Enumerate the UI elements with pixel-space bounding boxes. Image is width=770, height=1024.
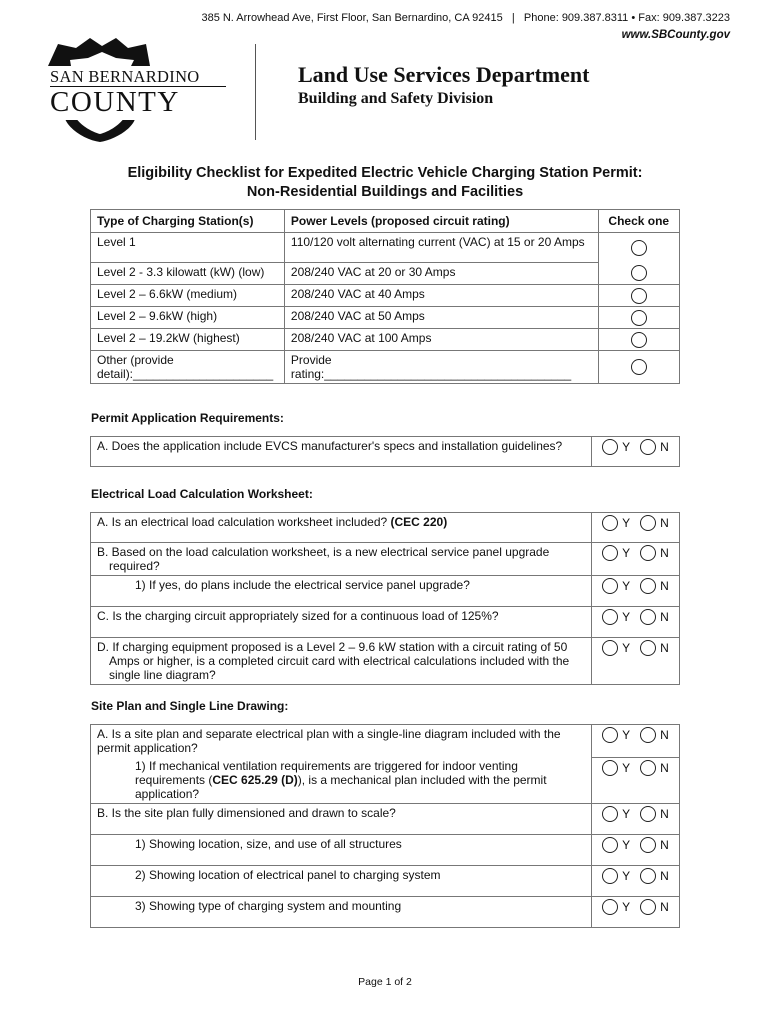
department-name: Land Use Services Department (298, 62, 590, 87)
radio-yes[interactable] (602, 760, 618, 776)
power-level: 208/240 VAC at 40 Amps (284, 285, 598, 307)
table-row (91, 897, 680, 928)
radio-yes[interactable] (602, 578, 618, 594)
table-row (91, 263, 680, 285)
radio-yes[interactable] (602, 727, 618, 743)
power-level: 110/120 volt alternating current (VAC) at 15 or 20 Amps (284, 233, 598, 263)
website-link[interactable]: www.SBCounty.gov (621, 29, 730, 41)
check-cell (598, 263, 679, 285)
power-level: 208/240 VAC at 50 Amps (284, 307, 598, 329)
radio-no[interactable] (640, 727, 656, 743)
section-load-heading: Electrical Load Calculation Worksheet: (91, 487, 313, 501)
radio-level2-low[interactable] (631, 265, 647, 281)
radio-no[interactable] (640, 760, 656, 776)
county-logo (44, 36, 234, 144)
yes-no-cell (592, 576, 680, 607)
radio-no[interactable] (640, 578, 656, 594)
yes-label: Y (622, 641, 631, 655)
station-type: Level 1 (91, 233, 285, 263)
table-row (91, 233, 680, 263)
table-row (91, 437, 680, 467)
station-type: Level 2 – 19.2kW (highest) (91, 329, 285, 351)
table-header-row (91, 210, 680, 233)
table-row (91, 576, 680, 607)
header-type: Type of Charging Station(s) (91, 210, 285, 233)
radio-yes[interactable] (602, 806, 618, 822)
ventilation-text-a: 1) If mechanical ventilation requirements are triggered for indoor venting requirements ( (135, 759, 518, 787)
title-line2: Non-Residential Buildings and Facilities (246, 184, 524, 200)
table-row (91, 329, 680, 351)
station-type-other[interactable]: Other (provide detail):_____________________ (91, 351, 285, 384)
table-row (91, 725, 680, 758)
question-a-text: A. Is an electrical load calculation worksheet included? (97, 515, 391, 529)
code-reference: CEC 625.29 (D) (212, 773, 298, 787)
radio-level2-medium[interactable] (631, 288, 647, 304)
radio-level2-highest[interactable] (631, 332, 647, 348)
station-type: Level 2 – 9.6kW (high) (91, 307, 285, 329)
radio-no[interactable] (640, 640, 656, 656)
check-cell (598, 307, 679, 329)
radio-yes[interactable] (602, 868, 618, 884)
division-name: Building and Safety Division (298, 90, 494, 107)
station-type: Level 2 – 6.6kW (medium) (91, 285, 285, 307)
radio-yes[interactable] (602, 899, 618, 915)
no-label: N (660, 807, 669, 821)
radio-no[interactable] (640, 545, 656, 561)
header-power: Power Levels (proposed circuit rating) (284, 210, 598, 233)
section-site-heading: Site Plan and Single Line Drawing: (91, 699, 289, 713)
question-text: B. Is the site plan fully dimensioned and drawn to scale? (91, 804, 592, 835)
yes-no-cell (592, 638, 680, 685)
table-row (91, 607, 680, 638)
question-b-text: B. Based on the load calculation worksheet, is a new electrical service panel upgrade required? (97, 545, 550, 573)
radio-no[interactable] (640, 899, 656, 915)
no-label: N (660, 440, 669, 454)
question-text: 1) If yes, do plans include the electrical service panel upgrade? (91, 576, 592, 607)
question-text (91, 638, 592, 685)
yes-label: Y (622, 807, 631, 821)
radio-yes[interactable] (602, 609, 618, 625)
question-text: A. Does the application include EVCS manufacturer's specs and installation guidelines? (91, 437, 592, 467)
yes-no-cell (592, 607, 680, 638)
no-label: N (660, 546, 669, 560)
no-label: N (660, 641, 669, 655)
permit-table (90, 436, 680, 467)
radio-no[interactable] (640, 609, 656, 625)
question-text (91, 757, 592, 804)
radio-no[interactable] (640, 439, 656, 455)
radio-level2-high[interactable] (631, 310, 647, 326)
radio-no[interactable] (640, 868, 656, 884)
logo-text-line2: COUNTY (50, 86, 180, 118)
yes-no-cell (592, 543, 680, 576)
section-permit-heading: Permit Application Requirements: (91, 411, 284, 425)
contact-address: 385 N. Arrowhead Ave, First Floor, San Bernardino, CA 92415 | Phone: 909.387.8311 • Fax: 909.387.3223 (201, 12, 730, 24)
radio-no[interactable] (640, 515, 656, 531)
no-label: N (660, 869, 669, 883)
header-check: Check one (598, 210, 679, 233)
yes-label: Y (622, 440, 631, 454)
charging-station-table (90, 209, 680, 384)
table-row (91, 835, 680, 866)
yes-label: Y (622, 579, 631, 593)
radio-yes[interactable] (602, 439, 618, 455)
question-text (91, 543, 592, 576)
check-cell (598, 233, 679, 263)
question-text: A. Is a site plan and separate electrical plan with a single-line diagram included with the permit application? (91, 725, 592, 758)
yes-label: Y (622, 900, 631, 914)
check-cell (598, 329, 679, 351)
no-label: N (660, 516, 669, 530)
page-number: Page 1 of 2 (358, 976, 412, 988)
question-d-text: D. If charging equipment proposed is a Level 2 – 9.6 kW station with a circuit rating of 50 Amps or higher, is a completed circuit card with electrical calculations included with the single line diagram? (97, 640, 570, 682)
power-level-other[interactable]: Provide rating:_____________________________________ (284, 351, 598, 384)
yes-no-cell (592, 835, 680, 866)
table-row (91, 513, 680, 543)
question-text (91, 513, 592, 543)
radio-yes[interactable] (602, 837, 618, 853)
code-reference: (CEC 220) (390, 515, 448, 529)
table-row (91, 285, 680, 307)
radio-level1[interactable] (631, 240, 647, 256)
title-line1: Eligibility Checklist for Expedited Electric Vehicle Charging Station Permit: (127, 165, 643, 181)
yes-label: Y (622, 838, 631, 852)
table-row (91, 307, 680, 329)
question-text: 3) Showing type of charging system and mounting (91, 897, 592, 928)
yes-no-cell (592, 757, 680, 804)
header-divider (255, 44, 256, 140)
table-row (91, 804, 680, 835)
station-type: Level 2 - 3.3 kilowatt (kW) (low) (91, 263, 285, 285)
no-label: N (660, 579, 669, 593)
power-level: 208/240 VAC at 20 or 30 Amps (284, 263, 598, 285)
table-row (91, 638, 680, 685)
page-title (0, 164, 770, 202)
radio-yes[interactable] (602, 545, 618, 561)
radio-no[interactable] (640, 806, 656, 822)
table-row (91, 351, 680, 384)
site-plan-table (90, 724, 680, 928)
table-row (91, 866, 680, 897)
question-text: 1) Showing location, size, and use of all structures (91, 835, 592, 866)
yes-no-cell (592, 725, 680, 758)
yes-label: Y (622, 546, 631, 560)
question-text: C. Is the charging circuit appropriately sized for a continuous load of 125%? (91, 607, 592, 638)
radio-yes[interactable] (602, 640, 618, 656)
yes-label: Y (622, 610, 631, 624)
table-row (91, 543, 680, 576)
question-text: 2) Showing location of electrical panel to charging system (91, 866, 592, 897)
radio-yes[interactable] (602, 515, 618, 531)
radio-no[interactable] (640, 837, 656, 853)
no-label: N (660, 610, 669, 624)
yes-label: Y (622, 869, 631, 883)
no-label: N (660, 838, 669, 852)
yes-label: Y (622, 728, 631, 742)
yes-no-cell (592, 897, 680, 928)
no-label: N (660, 728, 669, 742)
no-label: N (660, 760, 669, 775)
yes-no-cell (592, 804, 680, 835)
check-cell (598, 285, 679, 307)
yes-label: Y (622, 516, 631, 530)
radio-other[interactable] (631, 359, 647, 375)
yes-no-cell (592, 866, 680, 897)
power-level: 208/240 VAC at 100 Amps (284, 329, 598, 351)
no-label: N (660, 900, 669, 914)
yes-no-cell (592, 437, 680, 467)
logo-text-line1: SAN BERNARDINO (50, 67, 200, 86)
load-worksheet-table (90, 512, 680, 685)
ventilation-text-b: ), is a mechanical plan included with the permit application? (135, 773, 547, 801)
yes-no-cell (592, 513, 680, 543)
check-cell (598, 351, 679, 384)
yes-label: Y (622, 760, 631, 775)
table-row (91, 757, 680, 804)
